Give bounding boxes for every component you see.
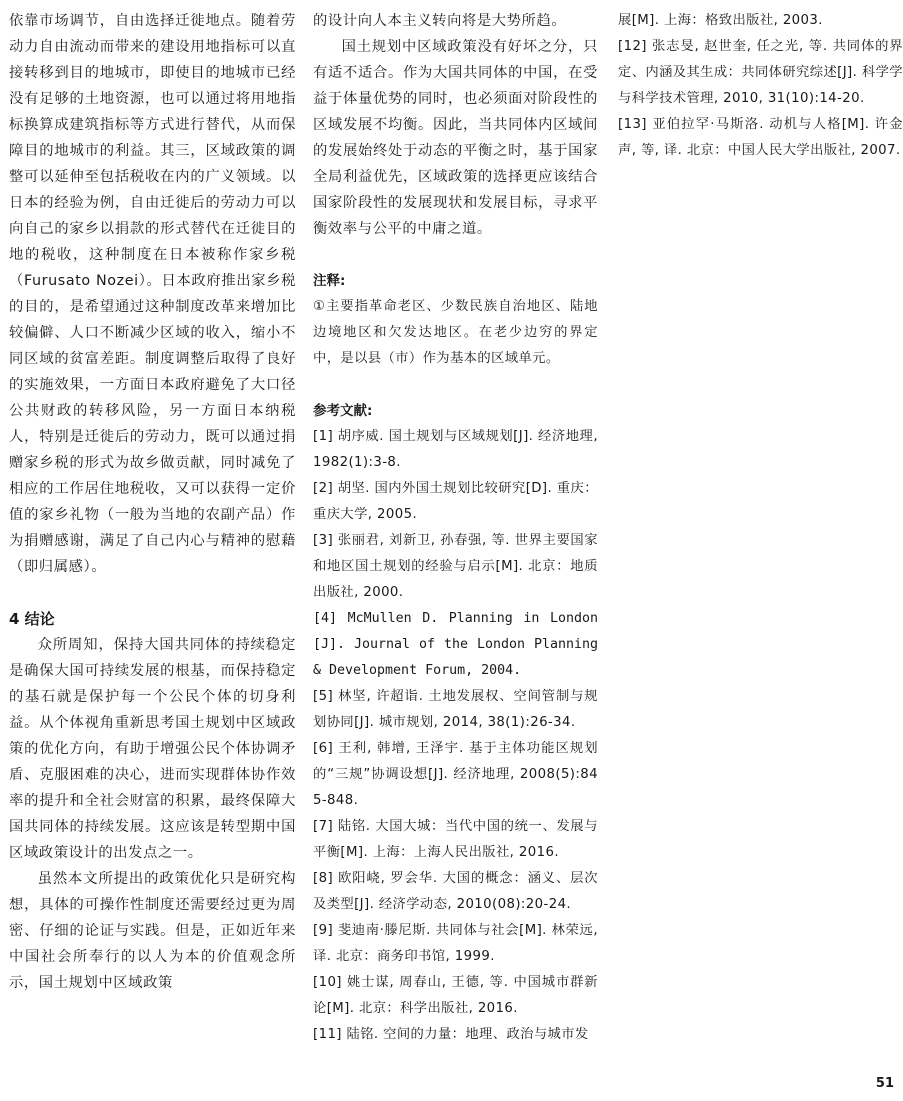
reference-item: [2] 胡坚. 国内外国土规划比较研究[D]. 重庆：重庆大学, 2005. — [313, 481, 598, 522]
body-paragraph: 众所周知，保持大国共同体的持续稳定是确保大国可持续发展的根基，而保持稳定的基石就是保护每一个公民个体的切身利益。从个体视角重新思考国土规划中区域政策的优化方向，有助于增强公民个体协调矛盾、克服困难的决心，进而实现群体协作效率的提升和全社会财富的积累，最终保障大国共同体的持续发展。这应该是转型期中国区域政策设计的出发点之一。 — [9, 637, 296, 861]
column-right — [618, 8, 903, 164]
reference-item: [7] 陆铭. 大国大城：当代中国的统一、发展与平衡[M]. 上海：上海人民出版社, 2016. — [313, 819, 598, 860]
reference-item: [8] 欧阳峣, 罗会华. 大国的概念：涵义、层次及类型[J]. 经济学动态, 2010(08):20-24. — [313, 871, 598, 912]
reference-item: 展[M]. 上海：格致出版社, 2003. — [618, 13, 823, 28]
body-paragraph: 虽然本文所提出的政策优化只是研究构想，具体的可操作性制度还需要经过更为周密、仔细的论证与实践。但是，正如近年来中国社会所奉行的以人为本的价值观念所示，国土规划中区域政策 — [9, 871, 296, 991]
reference-item: [10] 姚士谋, 周春山, 王德, 等. 中国城市群新论[M]. 北京：科学出版社, 2016. — [313, 975, 598, 1016]
reference-item: [11] 陆铭. 空间的力量：地理、政治与城市发 — [313, 1027, 589, 1042]
notes-title: 注释: — [313, 273, 346, 289]
spacer — [313, 372, 598, 398]
reference-item: [4] McMullen D. Planning in London[J]. Journal of the London Planning & Development Forum, 2004. — [313, 611, 598, 678]
column-middle — [313, 8, 598, 1048]
body-paragraph: 国土规划中区域政策没有好坏之分，只有适不适合。作为大国共同体的中国，在受益于体量优势的同时，也必须面对阶段性的区域发展不均衡。因此，当共同体内区域间的发展始终处于动态的平衡之时，基于国家全局利益优先，区域政策的选择更应该结合国家阶段性的发展现状和发展目标，寻求平衡效率与公平的中庸之道。 — [313, 39, 598, 237]
reference-item: [12] 张志旻, 赵世奎, 任之光, 等. 共同体的界定、内涵及其生成：共同体研究综述[J]. 科学学与科学技术管理, 2010, 31(10):14-20. — [618, 39, 903, 106]
reference-item: [9] 斐迪南·滕尼斯. 共同体与社会[M]. 林荣远, 译. 北京：商务印书馆, 1999. — [313, 923, 598, 964]
body-paragraph: 依靠市场调节，自由选择迁徙地点。随着劳动力自由流动而带来的建设用地指标可以直接转移到目的地城市，即使目的地城市已经没有足够的土地资源，也可以通过将用地指标换算成建筑指标等方式进行替代，从而保障目的地城市的利益。其三，区域政策的调整可以延伸至包括税收在内的广义领域。以日本的经验为例，自由迁徙后的劳动力可以向自己的家乡以捐款的形式替代在迁徙目的地的税收，这种制度在日本被称作家乡税（Furusato Nozei）。日本政府推出家乡税的目的，是希望通过这种制度改革来增加比较偏僻、人口不断减少区域的收入，缩小不同区域的贫富差距。制度调整后取得了良好的实施效果，一方面日本政府避免了大口径公共财政的转移风险，另一方面日本纳税人，特别是迁徙后的劳动力，既可以通过捐赠家乡税的形式为故乡做贡献，同时减免了相应的工作居住地税收，又可以获得一定价值的家乡礼物（一般为当地的农副产品）作为捐赠感谢，满足了自己内心与精神的慰藉（即归属感）。 — [9, 13, 296, 575]
note-item: ①主要指革命老区、少数民族自治地区、陆地边境地区和欠发达地区。在老少边穷的界定中，是以县（市）作为基本的区域单元。 — [313, 299, 598, 366]
reference-item: [5] 林坚, 许超诣. 土地发展权、空间管制与规划协同[J]. 城市规划, 2014, 38(1):26-34. — [313, 689, 598, 730]
page-number: 51 — [875, 1076, 894, 1091]
body-paragraph: 的设计向人本主义转向将是大势所趋。 — [313, 13, 567, 29]
section-heading-conclusion: 4 结论 — [9, 610, 55, 628]
spacer — [9, 580, 296, 606]
column-left — [9, 8, 296, 996]
reference-item: [6] 王利, 韩增, 王泽宇. 基于主体功能区规划的“三规”协调设想[J]. 经济地理, 2008(5):845-848. — [313, 741, 598, 808]
reference-item: [3] 张丽君, 刘新卫, 孙春强, 等. 世界主要国家和地区国土规划的经验与启示[M]. 北京：地质出版社, 2000. — [313, 533, 598, 600]
reference-item: [13] 亚伯拉罕·马斯洛. 动机与人格[M]. 许金声, 等, 译. 北京：中国人民大学出版社, 2007. — [618, 117, 903, 158]
reference-item: [1] 胡序威. 国土规划与区域规划[J]. 经济地理, 1982(1):3-8. — [313, 429, 598, 470]
references-title: 参考文献: — [313, 403, 373, 419]
spacer — [313, 242, 598, 268]
